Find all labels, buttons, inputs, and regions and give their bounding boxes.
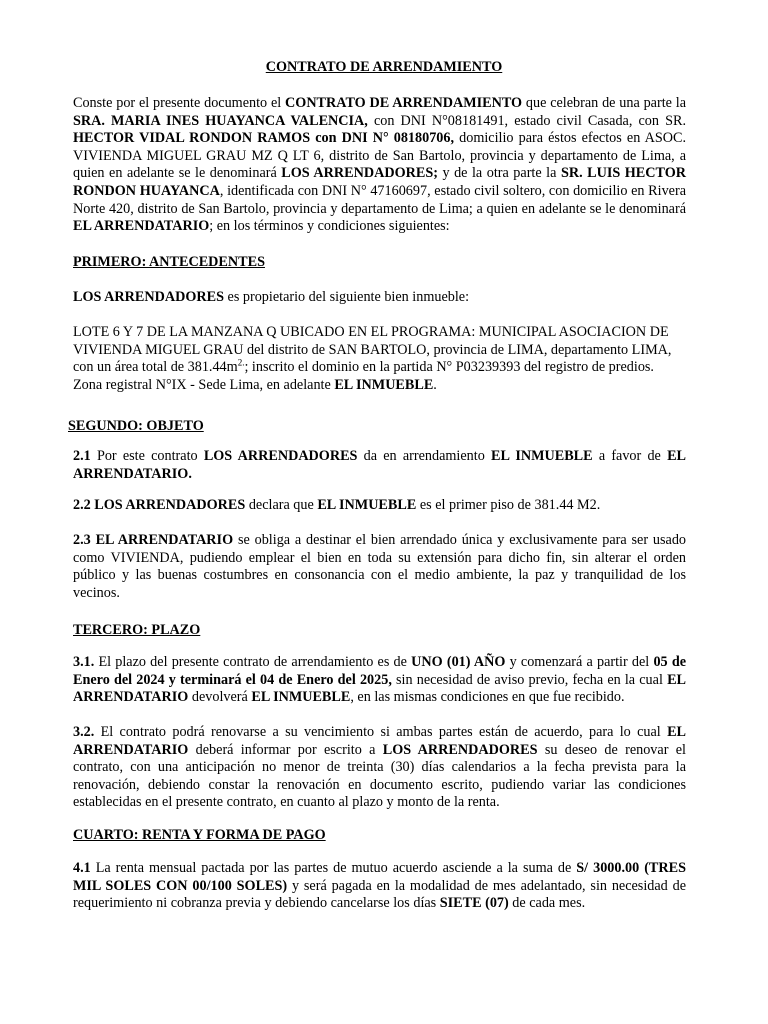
primero-property-description: LOTE 6 Y 7 DE LA MANZANA Q UBICADO EN EL PROGRAMA: MUNICIPAL ASOCIACION DE VIVIENDA MIGUEL GRAU del distrito de SAN BARTOLO, provincia de LIMA, departamento LIMA, con un área total de $381.44m^{2.}$; inscrito el dominio en la partida N° P03239393 del registro de predios. Zona registral N°IX - Sede Lima, en adelante EL INMUEBLE.	[73, 324, 672, 393]
clause-4-1: 4.1 La renta mensual pactada por las partes de mutuo acuerdo asciende a la suma de S/ 3000.00 (TRES MIL SOLES CON 00/100 SOLES) y será pagada en la modalidad de mes adelantado, sin necesidad de requerimiento ni cobranza previa y debiendo cancelarse los días SIETE (07) de cada mes.	[73, 860, 686, 912]
document-title: CONTRATO DE ARRENDAMIENTO	[265, 59, 503, 75]
primero-paragraph-1: LOS ARRENDADORES es propietario del siguiente bien inmueble:	[73, 289, 470, 305]
clause-2-3: 2.3 EL ARRENDATARIO se obliga a destinar el bien arrendado única y exclusivamente para ser usado como VIVIENDA, pudiendo emplear el bien en toda su extensión para dicho fin, sin alterar el orden público y las buenas costumbres en consonancia con el medio ambiente, la paz y tranquilidad de los vecinos.	[73, 532, 687, 601]
clause-3-2: 3.2. El contrato podrá renovarse a su vencimiento si ambas partes están de acuerdo, para lo cual EL ARRENDATARIO deberá informar por escrito a LOS ARRENDADORES su deseo de renovar el contrato, con una anticipación no menor de treinta (30) días calendarios a la fecha prevista para la renovación, debiendo constar la renovación en documento escrito, pudiendo variar las condiciones establecidas en el presente contrato, en cuanto al plazo y monto de la renta.	[73, 724, 686, 811]
intro-paragraph: Conste por el presente documento el CONTRATO DE ARRENDAMIENTO que celebran de una parte la SRA. MARIA INES HUAYANCA VALENCIA, con DNI N°08181491, estado civil Casada, con SR. HECTOR VIDAL RONDON RAMOS con DNI N° 08180706, domicilio para éstos efectos en ASOC. VIVIENDA MIGUEL GRAU MZ Q LT 6, distrito de San Bartolo, provincia y departamento de Lima, a quien en adelante se le denominará LOS ARRENDADORES; y de la otra parte la SR. LUIS HECTOR RONDON HUAYANCA, identificada con DNI N° 47160697, estado civil soltero, con domicilio en Rivera Norte 420, distrito de San Bartolo, provincia y departamento de Lima; a quien en adelante se le denominará EL ARRENDATARIO; en los términos y condiciones siguientes:	[73, 95, 687, 235]
section-heading-cuarto: CUARTO: RENTA Y FORMA DE PAGO	[73, 827, 326, 843]
section-heading-tercero: TERCERO: PLAZO	[73, 622, 201, 638]
clause-2-2: 2.2 LOS ARRENDADORES declara que EL INMUEBLE es el primer piso de 381.44 M2.	[73, 497, 601, 513]
clause-3-1: 3.1. El plazo del presente contrato de arrendamiento es de UNO (01) AÑO y comenzará a partir del 05 de Enero del 2024 y terminará el 04 de Enero del 2025, sin necesidad de aviso previo, fecha en la cual EL ARRENDATARIO devolverá EL INMUEBLE, en las mismas condiciones en que fue recibido.	[73, 654, 687, 706]
section-heading-primero: PRIMERO: ANTECEDENTES	[73, 254, 265, 270]
clause-2-1: 2.1 Por este contrato LOS ARRENDADORES da en arrendamiento EL INMUEBLE a favor de EL ARRENDATARIO.	[73, 448, 686, 482]
section-heading-segundo: SEGUNDO: OBJETO	[68, 418, 204, 434]
